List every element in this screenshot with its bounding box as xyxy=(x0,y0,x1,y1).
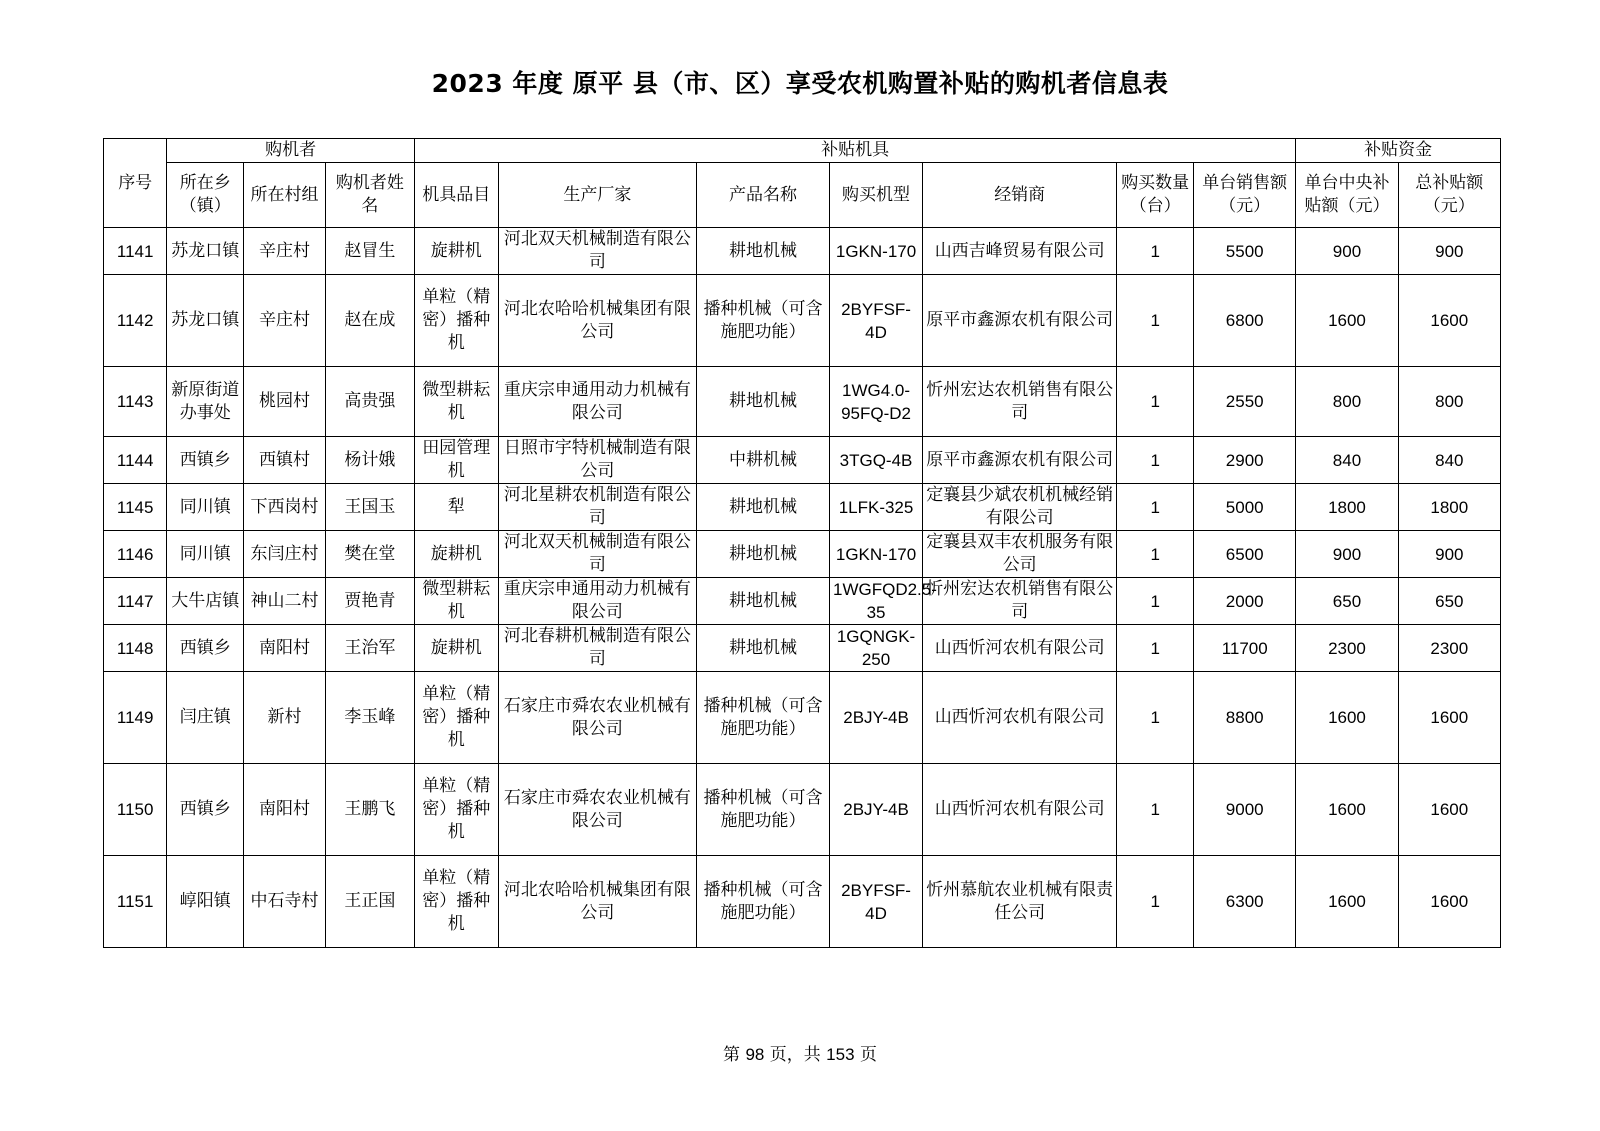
header-seq: 序号 xyxy=(104,139,167,228)
cell-total: 1600 xyxy=(1398,856,1500,948)
cell-name: 王治军 xyxy=(325,625,414,672)
cell-name: 王鹏飞 xyxy=(325,764,414,856)
table-row xyxy=(104,764,1501,856)
cell-price: 2900 xyxy=(1194,437,1296,484)
table-row xyxy=(104,578,1501,625)
cell-seq: 1150 xyxy=(104,764,167,856)
header-name: 购机者姓名 xyxy=(325,163,414,228)
cell-dealer: 定襄县少斌农机机械经销有限公司 xyxy=(923,484,1117,531)
cell-total: 840 xyxy=(1398,437,1500,484)
cell-dealer: 忻州宏达农机销售有限公司 xyxy=(923,578,1117,625)
header-model: 购买机型 xyxy=(830,163,923,228)
cell-model: 1LFK-325 xyxy=(830,484,923,531)
table-row xyxy=(104,275,1501,367)
cell-model: 2BYFSF-4D xyxy=(830,856,923,948)
cell-total: 650 xyxy=(1398,578,1500,625)
cell-seq: 1147 xyxy=(104,578,167,625)
header-village: 所在村组 xyxy=(244,163,326,228)
cell-category: 旋耕机 xyxy=(414,531,498,578)
header-price: 单台销售额（元） xyxy=(1194,163,1296,228)
cell-seq: 1151 xyxy=(104,856,167,948)
footer-suffix: 页 xyxy=(859,1045,877,1065)
cell-qty: 1 xyxy=(1117,625,1194,672)
cell-township: 苏龙口镇 xyxy=(167,275,244,367)
cell-township: 苏龙口镇 xyxy=(167,228,244,275)
cell-name: 李玉峰 xyxy=(325,672,414,764)
cell-qty: 1 xyxy=(1117,578,1194,625)
cell-model: 1GKN-170 xyxy=(830,228,923,275)
cell-total: 1600 xyxy=(1398,275,1500,367)
cell-dealer: 原平市鑫源农机有限公司 xyxy=(923,275,1117,367)
cell-category: 微型耕耘机 xyxy=(414,578,498,625)
header-total: 总补贴额（元） xyxy=(1398,163,1500,228)
cell-central: 1600 xyxy=(1296,275,1398,367)
cell-maker: 河北农哈哈机械集团有限公司 xyxy=(498,856,696,948)
cell-model: 1GQNGK-250 xyxy=(830,625,923,672)
cell-qty: 1 xyxy=(1117,228,1194,275)
cell-product: 耕地机械 xyxy=(697,228,830,275)
table-row xyxy=(104,625,1501,672)
cell-model: 2BYFSF-4D xyxy=(830,275,923,367)
cell-maker: 重庆宗申通用动力机械有限公司 xyxy=(498,367,696,437)
cell-village: 东闫庄村 xyxy=(244,531,326,578)
cell-dealer: 原平市鑫源农机有限公司 xyxy=(923,437,1117,484)
cell-model: 1WGFQD2.5-35 xyxy=(830,578,923,625)
cell-name: 王国玉 xyxy=(325,484,414,531)
cell-qty: 1 xyxy=(1117,764,1194,856)
cell-price: 5500 xyxy=(1194,228,1296,275)
cell-village: 桃园村 xyxy=(244,367,326,437)
table-row xyxy=(104,437,1501,484)
cell-seq: 1141 xyxy=(104,228,167,275)
header-qty: 购买数量（台） xyxy=(1117,163,1194,228)
cell-village: 辛庄村 xyxy=(244,275,326,367)
cell-name: 贾艳青 xyxy=(325,578,414,625)
cell-dealer: 忻州宏达农机销售有限公司 xyxy=(923,367,1117,437)
cell-central: 1600 xyxy=(1296,764,1398,856)
cell-seq: 1149 xyxy=(104,672,167,764)
cell-qty: 1 xyxy=(1117,437,1194,484)
cell-price: 8800 xyxy=(1194,672,1296,764)
header-central: 单台中央补贴额（元） xyxy=(1296,163,1398,228)
cell-name: 赵冒生 xyxy=(325,228,414,275)
cell-maker: 河北星耕农机制造有限公司 xyxy=(498,484,696,531)
cell-village: 辛庄村 xyxy=(244,228,326,275)
cell-model: 1WG4.0-95FQ-D2 xyxy=(830,367,923,437)
cell-seq: 1143 xyxy=(104,367,167,437)
cell-product: 耕地机械 xyxy=(697,531,830,578)
cell-dealer: 忻州慕航农业机械有限责任公司 xyxy=(923,856,1117,948)
cell-township: 西镇乡 xyxy=(167,625,244,672)
cell-township: 大牛店镇 xyxy=(167,578,244,625)
cell-village: 南阳村 xyxy=(244,764,326,856)
cell-maker: 河北双天机械制造有限公司 xyxy=(498,531,696,578)
header-group-buyer: 购机者 xyxy=(167,139,414,163)
cell-name: 王正国 xyxy=(325,856,414,948)
cell-village: 中石寺村 xyxy=(244,856,326,948)
cell-maker: 重庆宗申通用动力机械有限公司 xyxy=(498,578,696,625)
cell-product: 耕地机械 xyxy=(697,484,830,531)
cell-village: 西镇村 xyxy=(244,437,326,484)
cell-village: 新村 xyxy=(244,672,326,764)
cell-dealer: 山西吉峰贸易有限公司 xyxy=(923,228,1117,275)
cell-total: 800 xyxy=(1398,367,1500,437)
cell-seq: 1146 xyxy=(104,531,167,578)
cell-qty: 1 xyxy=(1117,856,1194,948)
cell-central: 900 xyxy=(1296,228,1398,275)
cell-total: 1600 xyxy=(1398,764,1500,856)
table-row xyxy=(104,672,1501,764)
cell-central: 650 xyxy=(1296,578,1398,625)
header-maker: 生产厂家 xyxy=(498,163,696,228)
cell-total: 1800 xyxy=(1398,484,1500,531)
cell-seq: 1145 xyxy=(104,484,167,531)
cell-central: 2300 xyxy=(1296,625,1398,672)
cell-category: 微型耕耘机 xyxy=(414,367,498,437)
cell-township: 新原街道办事处 xyxy=(167,367,244,437)
cell-category: 旋耕机 xyxy=(414,228,498,275)
cell-name: 赵在成 xyxy=(325,275,414,367)
cell-central: 900 xyxy=(1296,531,1398,578)
cell-price: 2550 xyxy=(1194,367,1296,437)
cell-qty: 1 xyxy=(1117,275,1194,367)
header-township: 所在乡（镇） xyxy=(167,163,244,228)
cell-qty: 1 xyxy=(1117,672,1194,764)
cell-seq: 1148 xyxy=(104,625,167,672)
cell-central: 800 xyxy=(1296,367,1398,437)
cell-price: 11700 xyxy=(1194,625,1296,672)
cell-dealer: 定襄县双丰农机服务有限公司 xyxy=(923,531,1117,578)
cell-name: 杨计娥 xyxy=(325,437,414,484)
cell-central: 1600 xyxy=(1296,856,1398,948)
footer-middle: 页，共 xyxy=(769,1045,821,1065)
cell-price: 9000 xyxy=(1194,764,1296,856)
cell-product: 中耕机械 xyxy=(697,437,830,484)
cell-seq: 1142 xyxy=(104,275,167,367)
subsidy-table xyxy=(103,138,1501,948)
cell-dealer: 山西忻河农机有限公司 xyxy=(923,672,1117,764)
cell-seq: 1144 xyxy=(104,437,167,484)
cell-product: 播种机械（可含施肥功能） xyxy=(697,275,830,367)
table-row xyxy=(104,228,1501,275)
cell-total: 1600 xyxy=(1398,672,1500,764)
header-dealer: 经销商 xyxy=(923,163,1117,228)
cell-village: 神山二村 xyxy=(244,578,326,625)
cell-category: 单粒（精密）播种机 xyxy=(414,275,498,367)
header-group-funds: 补贴资金 xyxy=(1296,139,1501,163)
cell-price: 2000 xyxy=(1194,578,1296,625)
table-row xyxy=(104,531,1501,578)
cell-model: 2BJY-4B xyxy=(830,764,923,856)
cell-model: 1GKN-170 xyxy=(830,531,923,578)
cell-total: 900 xyxy=(1398,228,1500,275)
cell-product: 播种机械（可含施肥功能） xyxy=(697,764,830,856)
cell-central: 1600 xyxy=(1296,672,1398,764)
cell-product: 耕地机械 xyxy=(697,367,830,437)
cell-township: 崞阳镇 xyxy=(167,856,244,948)
cell-product: 耕地机械 xyxy=(697,625,830,672)
cell-maker: 河北农哈哈机械集团有限公司 xyxy=(498,275,696,367)
page-footer xyxy=(0,1040,1600,1065)
cell-name: 樊在堂 xyxy=(325,531,414,578)
cell-maker: 石家庄市舜农农业机械有限公司 xyxy=(498,764,696,856)
table-row xyxy=(104,367,1501,437)
cell-village: 南阳村 xyxy=(244,625,326,672)
cell-qty: 1 xyxy=(1117,531,1194,578)
header-group-machine: 补贴机具 xyxy=(414,139,1296,163)
cell-category: 单粒（精密）播种机 xyxy=(414,764,498,856)
header-product: 产品名称 xyxy=(697,163,830,228)
cell-central: 1800 xyxy=(1296,484,1398,531)
cell-price: 6800 xyxy=(1194,275,1296,367)
cell-total: 2300 xyxy=(1398,625,1500,672)
cell-price: 6300 xyxy=(1194,856,1296,948)
footer-page-total: 153 xyxy=(826,1045,855,1064)
cell-category: 犁 xyxy=(414,484,498,531)
cell-maker: 河北双天机械制造有限公司 xyxy=(498,228,696,275)
page-title: 2023 年度 原平 县（市、区）享受农机购置补贴的购机者信息表 xyxy=(431,69,1169,98)
cell-product: 耕地机械 xyxy=(697,578,830,625)
cell-model: 2BJY-4B xyxy=(830,672,923,764)
cell-dealer: 山西忻河农机有限公司 xyxy=(923,625,1117,672)
cell-category: 单粒（精密）播种机 xyxy=(414,672,498,764)
footer-page-number: 98 xyxy=(745,1045,765,1064)
cell-product: 播种机械（可含施肥功能） xyxy=(697,672,830,764)
table-row xyxy=(104,484,1501,531)
footer-prefix: 第 xyxy=(723,1045,741,1065)
cell-central: 840 xyxy=(1296,437,1398,484)
cell-township: 西镇乡 xyxy=(167,764,244,856)
cell-village: 下西岗村 xyxy=(244,484,326,531)
cell-maker: 河北春耕机械制造有限公司 xyxy=(498,625,696,672)
cell-township: 同川镇 xyxy=(167,531,244,578)
cell-dealer: 山西忻河农机有限公司 xyxy=(923,764,1117,856)
header-category: 机具品目 xyxy=(414,163,498,228)
cell-name: 高贵强 xyxy=(325,367,414,437)
cell-category: 田园管理机 xyxy=(414,437,498,484)
cell-township: 同川镇 xyxy=(167,484,244,531)
cell-price: 5000 xyxy=(1194,484,1296,531)
cell-maker: 石家庄市舜农农业机械有限公司 xyxy=(498,672,696,764)
cell-category: 旋耕机 xyxy=(414,625,498,672)
cell-total: 900 xyxy=(1398,531,1500,578)
cell-model: 3TGQ-4B xyxy=(830,437,923,484)
cell-price: 6500 xyxy=(1194,531,1296,578)
cell-maker: 日照市宇特机械制造有限公司 xyxy=(498,437,696,484)
cell-qty: 1 xyxy=(1117,367,1194,437)
cell-category: 单粒（精密）播种机 xyxy=(414,856,498,948)
cell-product: 播种机械（可含施肥功能） xyxy=(697,856,830,948)
cell-township: 闫庄镇 xyxy=(167,672,244,764)
table-row xyxy=(104,856,1501,948)
cell-qty: 1 xyxy=(1117,484,1194,531)
cell-township: 西镇乡 xyxy=(167,437,244,484)
